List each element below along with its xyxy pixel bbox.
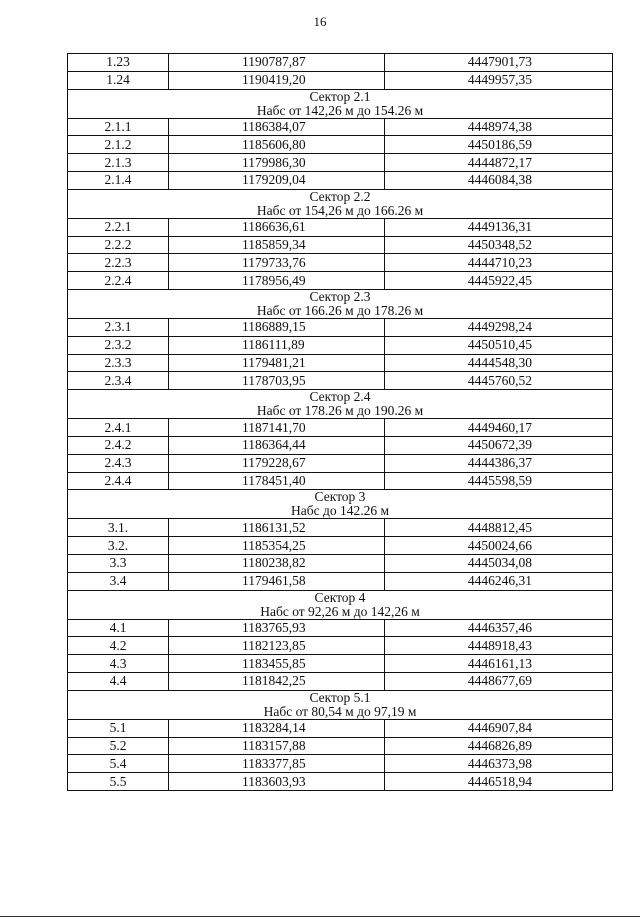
x-coordinate-cell: 1179481,21 bbox=[169, 354, 385, 372]
x-coordinate-cell: 1185859,34 bbox=[169, 236, 385, 254]
y-coordinate-cell: 4448812,45 bbox=[385, 519, 613, 537]
point-id-cell: 1.23 bbox=[68, 54, 169, 72]
y-coordinate-cell: 4446357,46 bbox=[385, 619, 613, 637]
sector-title: Сектор 2.4 bbox=[309, 389, 371, 405]
coordinate-row bbox=[68, 254, 613, 272]
coordinate-row bbox=[68, 472, 613, 490]
point-id-cell: 3.2. bbox=[68, 537, 169, 555]
sector-header-row bbox=[68, 490, 613, 519]
point-id-cell: 3.3 bbox=[68, 554, 169, 572]
x-coordinate-cell: 1179986,30 bbox=[169, 154, 385, 172]
point-id-cell: 2.2.3 bbox=[68, 254, 169, 272]
coordinate-row bbox=[68, 272, 613, 290]
point-id-cell: 2.3.1 bbox=[68, 318, 169, 336]
point-id-cell: 2.4.1 bbox=[68, 419, 169, 437]
x-coordinate-cell: 1178451,40 bbox=[169, 472, 385, 490]
coordinate-row bbox=[68, 537, 613, 555]
sector-header-cell bbox=[68, 189, 613, 218]
point-id-cell: 3.1. bbox=[68, 519, 169, 537]
sector-header-row bbox=[68, 89, 613, 118]
y-coordinate-cell: 4444872,17 bbox=[385, 154, 613, 172]
sector-height-range: Набс от 154,26 м до 166.26 м bbox=[256, 202, 424, 218]
x-coordinate-cell: 1183455,85 bbox=[169, 655, 385, 673]
coordinate-row bbox=[68, 773, 613, 791]
sector-header-row bbox=[68, 289, 613, 318]
page-number: 16 bbox=[313, 14, 327, 29]
y-coordinate-cell: 4447901,73 bbox=[385, 54, 613, 72]
sector-header-row bbox=[68, 690, 613, 719]
point-id-cell: 2.1.3 bbox=[68, 154, 169, 172]
coordinate-row bbox=[68, 419, 613, 437]
sector-header-cell bbox=[68, 89, 613, 118]
sector-height-range: Набс от 166.26 м до 178.26 м bbox=[256, 302, 424, 318]
y-coordinate-cell: 4446373,98 bbox=[385, 755, 613, 773]
point-id-cell: 2.2.4 bbox=[68, 272, 169, 290]
coordinate-row bbox=[68, 71, 613, 89]
coordinate-row bbox=[68, 436, 613, 454]
coordinate-row bbox=[68, 154, 613, 172]
point-id-cell: 2.3.3 bbox=[68, 354, 169, 372]
point-id-cell: 2.1.2 bbox=[68, 136, 169, 154]
x-coordinate-cell: 1186364,44 bbox=[169, 436, 385, 454]
y-coordinate-cell: 4446161,13 bbox=[385, 655, 613, 673]
y-coordinate-cell: 4445598,59 bbox=[385, 472, 613, 490]
point-id-cell: 4.4 bbox=[68, 672, 169, 690]
coordinate-row bbox=[68, 655, 613, 673]
coordinate-row bbox=[68, 118, 613, 136]
x-coordinate-cell: 1186636,61 bbox=[169, 218, 385, 236]
point-id-cell: 4.1 bbox=[68, 619, 169, 637]
x-coordinate-cell: 1186889,15 bbox=[169, 318, 385, 336]
coordinates-table bbox=[67, 53, 613, 791]
coordinate-row bbox=[68, 719, 613, 737]
coordinate-row bbox=[68, 637, 613, 655]
y-coordinate-cell: 4449298,24 bbox=[385, 318, 613, 336]
sector-header-cell bbox=[68, 690, 613, 719]
sector-height-range: Набс от 178.26 м до 190.26 м bbox=[256, 403, 424, 419]
sector-title: Сектор 4 bbox=[314, 590, 366, 605]
x-coordinate-cell: 1179733,76 bbox=[169, 254, 385, 272]
point-id-cell: 5.1 bbox=[68, 719, 169, 737]
point-id-cell: 2.1.1 bbox=[68, 118, 169, 136]
point-id-cell: 5.5 bbox=[68, 773, 169, 791]
y-coordinate-cell: 4445760,52 bbox=[385, 372, 613, 390]
y-coordinate-cell: 4450348,52 bbox=[385, 236, 613, 254]
y-coordinate-cell: 4450672,39 bbox=[385, 436, 613, 454]
x-coordinate-cell: 1180238,82 bbox=[169, 554, 385, 572]
point-id-cell: 2.3.2 bbox=[68, 336, 169, 354]
point-id-cell: 3.4 bbox=[68, 572, 169, 590]
y-coordinate-cell: 4446826,89 bbox=[385, 737, 613, 755]
sector-height-range: Набс до 142.26 м bbox=[290, 503, 389, 519]
x-coordinate-cell: 1179461,58 bbox=[169, 572, 385, 590]
sector-title: Сектор 5.1 bbox=[309, 690, 371, 705]
point-id-cell: 2.4.2 bbox=[68, 436, 169, 454]
point-id-cell: 1.24 bbox=[68, 71, 169, 89]
sector-header-row bbox=[68, 189, 613, 218]
y-coordinate-cell: 4445922,45 bbox=[385, 272, 613, 290]
coordinates-table-body bbox=[68, 54, 613, 791]
sector-header-row bbox=[68, 590, 613, 619]
x-coordinate-cell: 1187141,70 bbox=[169, 419, 385, 437]
point-id-cell: 2.2.2 bbox=[68, 236, 169, 254]
x-coordinate-cell: 1183284,14 bbox=[169, 719, 385, 737]
y-coordinate-cell: 4446246,31 bbox=[385, 572, 613, 590]
point-id-cell: 4.2 bbox=[68, 637, 169, 655]
x-coordinate-cell: 1179228,67 bbox=[169, 454, 385, 472]
y-coordinate-cell: 4446518,94 bbox=[385, 773, 613, 791]
y-coordinate-cell: 4446084,38 bbox=[385, 171, 613, 189]
y-coordinate-cell: 4446907,84 bbox=[385, 719, 613, 737]
y-coordinate-cell: 4444710,23 bbox=[385, 254, 613, 272]
x-coordinate-cell: 1186111,89 bbox=[169, 336, 385, 354]
y-coordinate-cell: 4449136,31 bbox=[385, 218, 613, 236]
coordinate-row bbox=[68, 354, 613, 372]
point-id-cell: 2.4.4 bbox=[68, 472, 169, 490]
point-id-cell: 4.3 bbox=[68, 655, 169, 673]
coordinate-row bbox=[68, 619, 613, 637]
x-coordinate-cell: 1181842,25 bbox=[169, 672, 385, 690]
x-coordinate-cell: 1183157,88 bbox=[169, 737, 385, 755]
sector-header-cell bbox=[68, 590, 613, 619]
x-coordinate-cell: 1186131,52 bbox=[169, 519, 385, 537]
x-coordinate-cell: 1178703,95 bbox=[169, 372, 385, 390]
x-coordinate-cell: 1185606,80 bbox=[169, 136, 385, 154]
coordinate-row bbox=[68, 672, 613, 690]
y-coordinate-cell: 4450186,59 bbox=[385, 136, 613, 154]
coordinate-row bbox=[68, 336, 613, 354]
sector-height-range: Набс от 80,54 м до 97,19 м bbox=[263, 703, 417, 719]
y-coordinate-cell: 4450024,66 bbox=[385, 537, 613, 555]
y-coordinate-cell: 4445034,08 bbox=[385, 554, 613, 572]
coordinate-row bbox=[68, 372, 613, 390]
coordinate-row bbox=[68, 236, 613, 254]
x-coordinate-cell: 1190787,87 bbox=[169, 54, 385, 72]
coordinate-row bbox=[68, 54, 613, 72]
x-coordinate-cell: 1179209,04 bbox=[169, 171, 385, 189]
sector-header-cell bbox=[68, 490, 613, 519]
x-coordinate-cell: 1185354,25 bbox=[169, 537, 385, 555]
sector-title: Сектор 3 bbox=[314, 489, 366, 505]
coordinate-row bbox=[68, 171, 613, 189]
y-coordinate-cell: 4449957,35 bbox=[385, 71, 613, 89]
y-coordinate-cell: 4449460,17 bbox=[385, 419, 613, 437]
y-coordinate-cell: 4444548,30 bbox=[385, 354, 613, 372]
x-coordinate-cell: 1183377,85 bbox=[169, 755, 385, 773]
point-id-cell: 2.2.1 bbox=[68, 218, 169, 236]
sector-title: Сектор 2.3 bbox=[309, 289, 371, 304]
x-coordinate-cell: 1190419,20 bbox=[169, 71, 385, 89]
y-coordinate-cell: 4448677,69 bbox=[385, 672, 613, 690]
coordinate-row bbox=[68, 318, 613, 336]
x-coordinate-cell: 1182123,85 bbox=[169, 637, 385, 655]
x-coordinate-cell: 1183603,93 bbox=[169, 773, 385, 791]
x-coordinate-cell: 1178956,49 bbox=[169, 272, 385, 290]
sector-title: Сектор 2.2 bbox=[309, 189, 371, 204]
point-id-cell: 2.1.4 bbox=[68, 171, 169, 189]
x-coordinate-cell: 1183765,93 bbox=[169, 619, 385, 637]
coordinate-row bbox=[68, 755, 613, 773]
sector-height-range: Набс от 142,26 м до 154.26 м bbox=[256, 102, 424, 118]
y-coordinate-cell: 4448918,43 bbox=[385, 637, 613, 655]
sector-header-cell bbox=[68, 289, 613, 318]
coordinate-row bbox=[68, 519, 613, 537]
point-id-cell: 5.4 bbox=[68, 755, 169, 773]
point-id-cell: 5.2 bbox=[68, 737, 169, 755]
sector-header-row bbox=[68, 390, 613, 419]
sector-height-range: Набс от 92,26 м до 142,26 м bbox=[260, 603, 420, 619]
sector-title: Сектор 2.1 bbox=[309, 89, 371, 104]
x-coordinate-cell: 1186384,07 bbox=[169, 118, 385, 136]
coordinate-row bbox=[68, 737, 613, 755]
coordinate-row bbox=[68, 454, 613, 472]
coordinate-row bbox=[68, 554, 613, 572]
y-coordinate-cell: 4448974,38 bbox=[385, 118, 613, 136]
y-coordinate-cell: 4444386,37 bbox=[385, 454, 613, 472]
sector-header-cell bbox=[68, 390, 613, 419]
point-id-cell: 2.3.4 bbox=[68, 372, 169, 390]
coordinate-row bbox=[68, 136, 613, 154]
y-coordinate-cell: 4450510,45 bbox=[385, 336, 613, 354]
scan-edge-line bbox=[0, 916, 640, 917]
point-id-cell: 2.4.3 bbox=[68, 454, 169, 472]
coordinate-row bbox=[68, 572, 613, 590]
coordinate-row bbox=[68, 218, 613, 236]
